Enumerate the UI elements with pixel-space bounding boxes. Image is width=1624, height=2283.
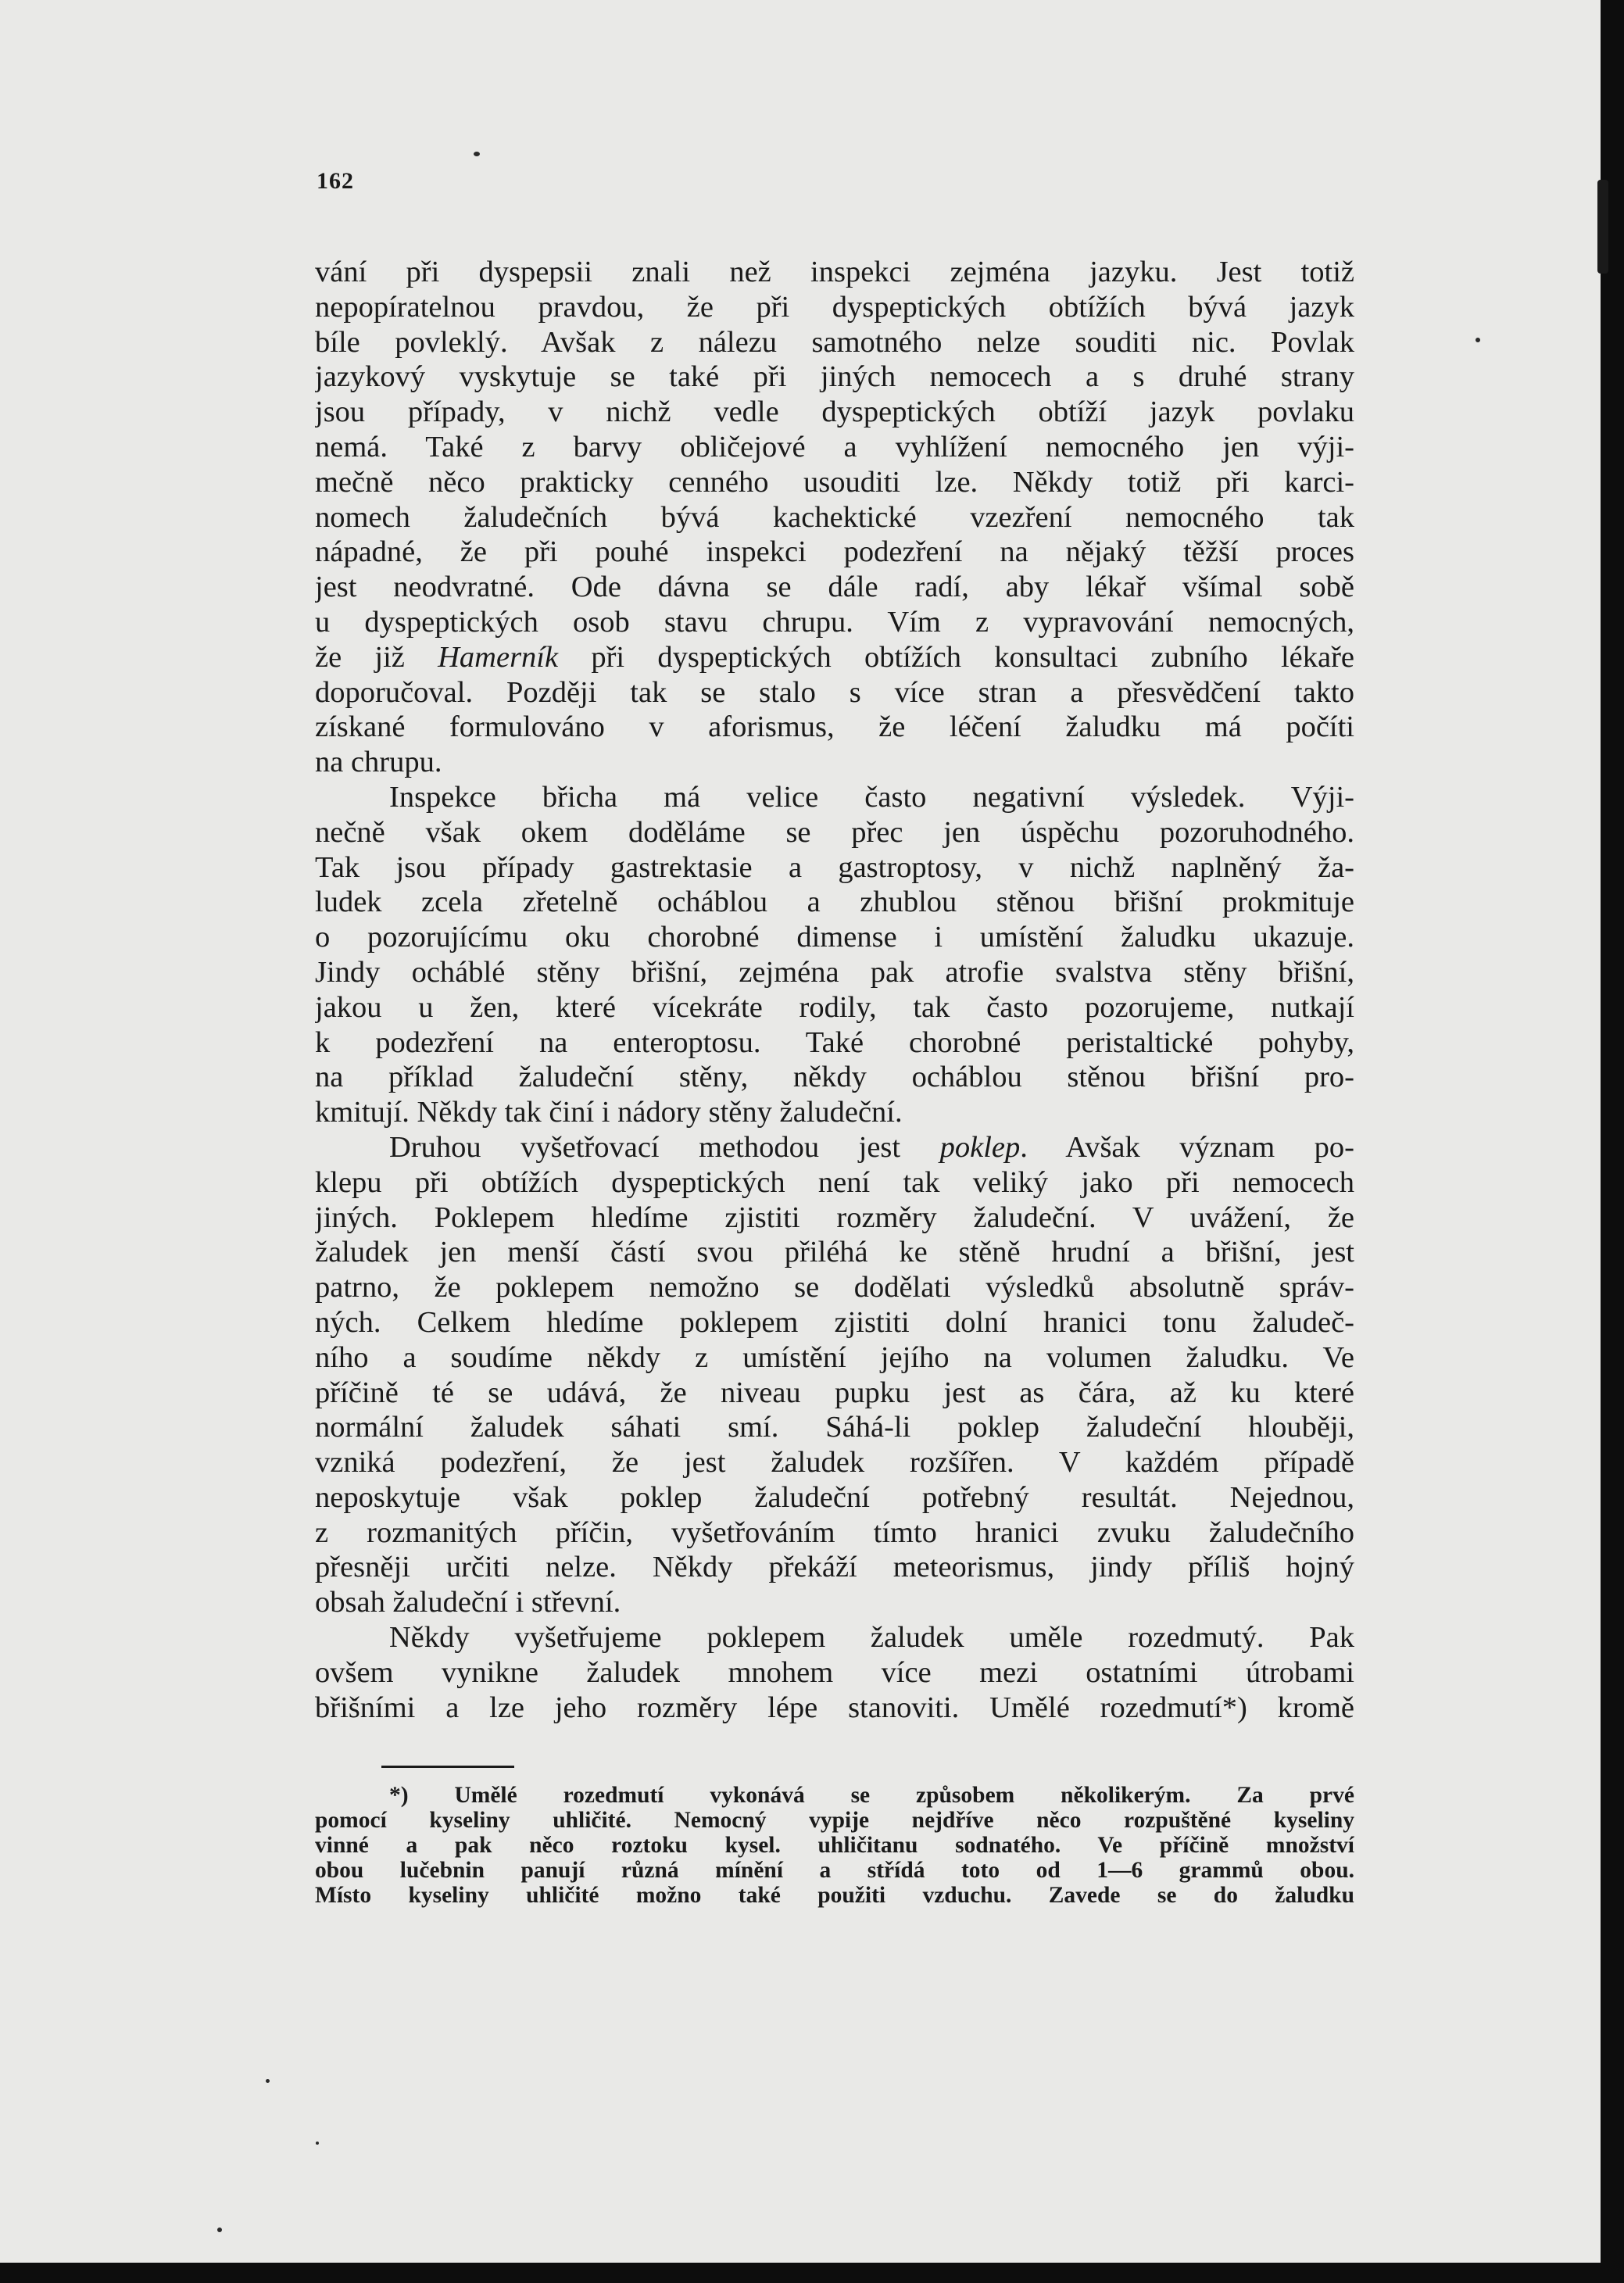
footnote-line: *) Umělé rozedmutí vykonává se způsobem několikerým. Za prvé — [389, 1783, 1354, 1808]
footnote-separator — [381, 1766, 514, 1768]
text-line: k podezření na enteroptosu. Také chorobné peristaltické pohyby, — [315, 1025, 1354, 1059]
text-line: jest neodvratné. Ode dávna se dále radí, aby lékař všímal sobě — [315, 571, 1354, 604]
text-line: příčině té se udává, že niveau pupku jest as čára, až ku které — [315, 1376, 1354, 1409]
text-line: žaludek jen menší částí svou přiléhá ke stěně hrudní a břišní, jest — [315, 1236, 1354, 1269]
scan-speck — [217, 2228, 222, 2232]
text-line-poklep — [315, 1130, 1354, 1165]
text-line: nečně však okem doděláme se přec jen úspěchu pozoruhodného. — [315, 815, 1354, 849]
text-line: patrno, že poklepem nemožno se dodělati výsledků absolutně správ- — [315, 1271, 1354, 1304]
text-line: Inspekce břicha má velice často negativní výsledek. Výji- — [389, 780, 1354, 814]
text-segment: Druhou vyšetřovací methodou jest — [389, 1130, 940, 1164]
scan-speck — [1476, 338, 1480, 342]
text-line: ovšem vynikne žaludek mnohem více mezi ostatními útrobami — [315, 1655, 1354, 1689]
text-line: kmitují. Někdy tak činí i nádory stěny žaludeční. — [315, 1096, 903, 1129]
text-line: břišními a lze jeho rozměry lépe stanoviti. Umělé rozedmutí*) kromě — [315, 1691, 1354, 1724]
text-segment: . Avšak význam po- — [1020, 1130, 1354, 1164]
text-line: neposkytuje však poklep žaludeční potřebný resultát. Nejednou, — [315, 1480, 1354, 1514]
text-line-hamernik — [315, 640, 1354, 675]
text-line: z rozmanitých příčin, vyšetřováním tímto hranici zvuku žaludečního — [315, 1515, 1354, 1549]
text-line: ných. Celkem hledíme poklepem zjistiti dolní hranici tonu žaludeč- — [315, 1305, 1354, 1339]
text-line: na chrupu. — [315, 746, 442, 779]
scan-speck — [266, 2079, 270, 2083]
scan-speck — [316, 2142, 319, 2145]
text-line: jakou u žen, které vícekráte rodily, tak často pozorujeme, nutkají — [315, 990, 1354, 1024]
text-line: získané formulováno v aforismus, že léčení žaludku má počíti — [315, 710, 1354, 744]
text-line: mečně něco prakticky cenného usouditi lze. Někdy totiž při karci- — [315, 465, 1354, 499]
text-segment: že již — [315, 640, 438, 674]
text-line: ludek zcela zřetelně ocháblou a zhublou stěnou břišní prokmituje — [315, 886, 1354, 919]
text-line: vání při dyspepsii znali než inspekci zejména jazyku. Jest totiž — [315, 256, 1354, 288]
italic-name: Hamerník — [438, 640, 559, 674]
text-line: vzniká podezření, že jest žaludek rozšířen. V každém případě — [315, 1446, 1354, 1480]
text-line: jiných. Poklepem hledíme zjistiti rozměry žaludeční. V uvážení, že — [315, 1201, 1354, 1234]
text-line: o pozorujícímu oku chorobné dimense i umístění žaludku ukazuje. — [315, 921, 1354, 954]
footnote-line: vinné a pak něco roztoku kysel. uhličitanu sodnatého. Ve příčině množství — [315, 1833, 1354, 1858]
text-line: jazykový vyskytuje se také při jiných nemocech a s druhé strany — [315, 360, 1354, 394]
text-line: přesněji určiti nelze. Někdy překáží meteorismus, jindy příliš hojný — [315, 1551, 1354, 1584]
text-line: na příklad žaludeční stěny, někdy ocháblou stěnou břišní pro- — [315, 1061, 1354, 1094]
text-line: nemá. Také z barvy obličejové a vyhlížení nemocného jen výji- — [315, 430, 1354, 463]
body-text — [315, 255, 1354, 1725]
text-line: normální žaludek sáhati smí. Sáhá-li poklep žaludeční hlouběji, — [315, 1411, 1354, 1444]
text-line: doporučoval. Později tak se stalo s více stran a přesvědčení takto — [315, 675, 1354, 709]
footnote — [315, 1783, 1354, 1908]
footnote-line: pomocí kyseliny uhličité. Nemocný vypije nejdříve něco rozpuštěné kyseliny — [315, 1808, 1354, 1833]
italic-term: poklep — [939, 1130, 1021, 1164]
text-line: Tak jsou případy gastrektasie a gastroptosy, v nichž naplněný ža- — [315, 850, 1354, 884]
footnote-line: obou lučebnin panují různá mínění a střídá toto od 1—6 grammů obou. — [315, 1858, 1354, 1883]
text-line: Jindy ocháblé stěny břišní, zejména pak atrofie svalstva stěny břišní, — [315, 955, 1354, 989]
text-line: u dyspeptických osob stavu chrupu. Vím z vypravování nemocných, — [315, 605, 1354, 639]
text-line: bíle povleklý. Avšak z nálezu samotného nelze souditi nic. Povlak — [315, 325, 1354, 359]
text-line: ního a soudíme někdy z umístění jejího na volumen žaludku. Ve — [315, 1340, 1354, 1374]
text-line: Někdy vyšetřujeme poklepem žaludek uměle rozedmutý. Pak — [389, 1621, 1354, 1655]
text-line: nomech žaludečních bývá kachektické vzezření nemocného tak — [315, 500, 1354, 534]
book-spine-edge — [1597, 180, 1608, 274]
page-number: 162 — [317, 168, 354, 194]
scan-speck — [474, 152, 480, 156]
text-line: klepu při obtížích dyspeptických není tak veliký jako při nemocech — [315, 1165, 1354, 1199]
text-line: jsou případy, v nichž vedle dyspeptických obtíží jazyk povlaku — [315, 395, 1354, 429]
footnote-line: Místo kyseliny uhličité možno také použiti vzduchu. Zavede se do žaludku — [315, 1883, 1354, 1908]
text-line: nápadné, že při pouhé inspekci podezření na nějaký těžší proces — [315, 535, 1354, 569]
text-line: obsah žaludeční i střevní. — [315, 1586, 621, 1619]
text-segment: při dyspeptických obtížích konsultaci zubního lékaře — [558, 640, 1354, 674]
text-line: nepopíratelnou pravdou, že při dyspeptických obtížích bývá jazyk — [315, 290, 1354, 324]
